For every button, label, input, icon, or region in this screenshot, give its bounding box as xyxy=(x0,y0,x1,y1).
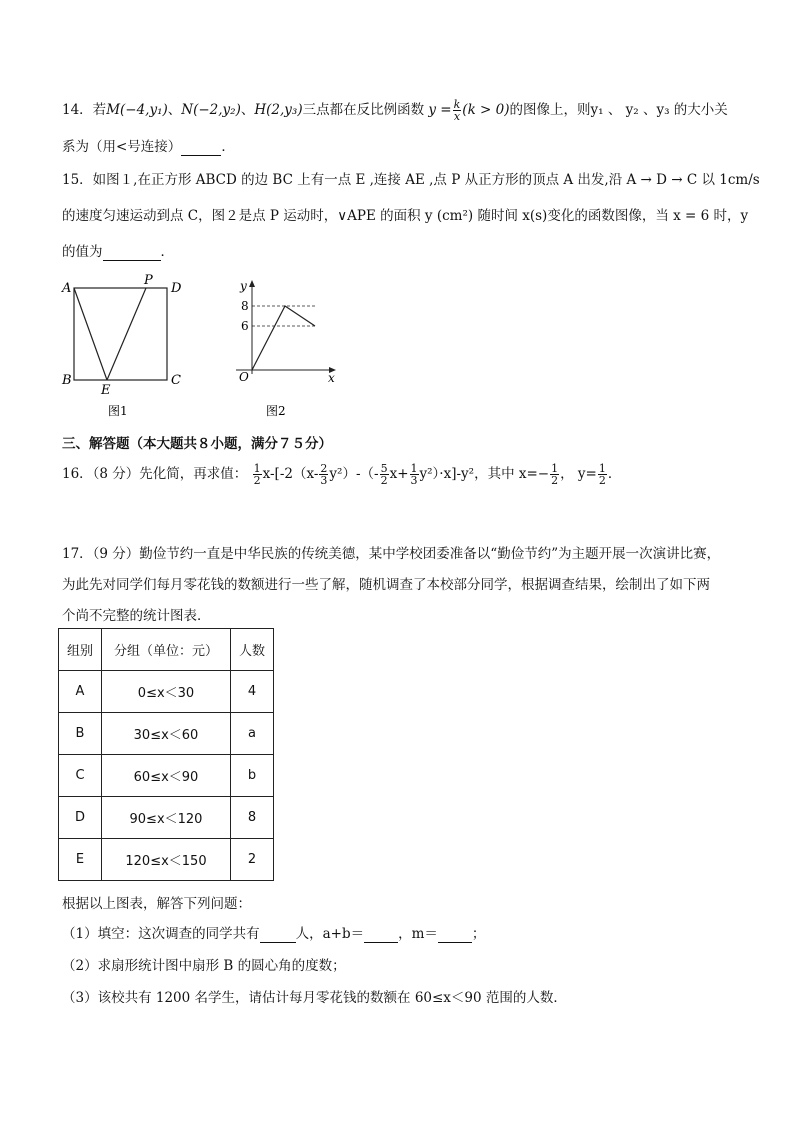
label-d: D xyxy=(171,281,182,296)
table-cell: B xyxy=(59,713,102,755)
table-row xyxy=(59,713,274,755)
figure-1-square xyxy=(58,270,198,420)
frequency-table xyxy=(58,628,274,881)
table-cell: A xyxy=(59,671,102,713)
label-e: E xyxy=(101,383,111,398)
table-cell: 90≤x＜120 xyxy=(102,797,231,839)
axis-label-y: y xyxy=(240,279,247,293)
q17-p1-text: （1）填空：这次调查的同学共有 xyxy=(62,926,260,942)
origin-label: O xyxy=(239,370,249,384)
tick-label-6: 6 xyxy=(241,319,249,333)
q17-line2: 为此先对同学们每月零花钱的数额进行一些了解，随机调查了本校部分同学，根据调查结果，绘制出了如下两 xyxy=(62,577,710,593)
figure-2-caption: 图2 xyxy=(266,404,286,418)
q15-answer-blank[interactable] xyxy=(103,244,161,261)
q16-line xyxy=(62,462,621,486)
q17-total-blank[interactable] xyxy=(260,926,296,943)
q14-line2-text: 系为（用<号连接） xyxy=(62,139,182,155)
q14-function-fraction xyxy=(453,99,462,122)
table-row xyxy=(59,839,274,881)
q14-point-n: N(−2,y₂) xyxy=(181,102,241,118)
table-cell: D xyxy=(59,797,102,839)
q16-term: y²）·x]-y²，其中 x=− xyxy=(419,466,550,482)
q16-term: ， y= xyxy=(560,466,597,482)
q17-part-1 xyxy=(62,922,485,943)
table-cell: 0≤x＜30 xyxy=(102,671,231,713)
table-cell: a xyxy=(231,713,274,755)
label-b: B xyxy=(62,373,72,388)
frac-numerator: 1 xyxy=(551,462,559,475)
label-p: P xyxy=(144,273,153,288)
frac-numerator: 1 xyxy=(410,462,418,475)
q17-part-2: （2）求扇形统计图中扇形 B 的圆心角的度数； xyxy=(62,958,346,974)
fraction-y-value xyxy=(598,463,607,486)
table-cell: E xyxy=(59,839,102,881)
figure-2-graph xyxy=(222,270,352,420)
q16-term: x+ xyxy=(389,466,409,482)
header-group: 组别 xyxy=(59,629,102,671)
frac-numerator: 1 xyxy=(598,462,606,475)
q17-line1: 17．（9 分）勤俭节约一直是中华民族的传统美德，某中学校团委准备以“勤俭节约”为主题开展一次演讲比赛， xyxy=(62,546,721,562)
table-cell: 4 xyxy=(231,671,274,713)
figure-1-caption: 图1 xyxy=(108,404,128,418)
table-cell: 120≤x＜150 xyxy=(102,839,231,881)
y-axis-arrow xyxy=(249,280,255,287)
header-range: 分组（单位：元） xyxy=(102,629,231,671)
frac-denominator: 2 xyxy=(380,474,388,487)
fraction-five-halves xyxy=(380,463,389,486)
q16-term: y²）-（- xyxy=(329,466,379,482)
area-function-graph xyxy=(252,306,315,370)
table-cell: b xyxy=(231,755,274,797)
q17-p1-text: 人，a+b＝ xyxy=(295,926,365,942)
q17-line3: 个尚不完整的统计图表． xyxy=(62,608,211,624)
axis-label-x: x xyxy=(328,371,335,385)
q17-part-3: （3）该校共有 1200 名学生，请估计每月零花钱的数额在 60≤x＜90 范围的人数． xyxy=(62,990,567,1006)
label-a: A xyxy=(62,281,72,296)
q16-prefix: 16．（8 分）先化简，再求值： xyxy=(62,466,248,482)
q17-m-blank[interactable] xyxy=(438,926,472,943)
q14-tail-text: 的图像上，则y₁ 、 y₂ 、y₃ 的大小关 xyxy=(509,102,728,118)
q14-point-m: M(−4,y₁) xyxy=(106,102,168,118)
fraction-x-value xyxy=(550,463,559,486)
frac-numerator: k xyxy=(453,98,461,111)
q14-answer-blank[interactable] xyxy=(181,139,221,156)
q17-after-table: 根据以上图表，解答下列问题： xyxy=(62,896,251,912)
frac-numerator: 2 xyxy=(320,462,328,475)
table-row xyxy=(59,797,274,839)
frac-denominator: x xyxy=(453,110,461,123)
frac-denominator: 3 xyxy=(320,474,328,487)
segment-ae xyxy=(74,288,107,380)
fraction-two-thirds xyxy=(319,463,328,486)
q14-line1 xyxy=(62,98,728,122)
q14-sep: 、 xyxy=(240,102,255,118)
table-cell: 8 xyxy=(231,797,274,839)
label-c: C xyxy=(171,373,181,388)
q14-number: 14．若 xyxy=(62,102,107,118)
frac-denominator: 2 xyxy=(253,474,261,487)
q15-end: ． xyxy=(160,244,174,260)
q17-p1-text: ； xyxy=(471,926,486,942)
square-abcd xyxy=(74,288,167,380)
q16-term: x-[-2（x- xyxy=(262,466,319,482)
table-row xyxy=(59,671,274,713)
tick-label-8: 8 xyxy=(241,299,249,313)
q15-line3-text: 的值为 xyxy=(62,244,103,260)
table-header-row xyxy=(59,629,274,671)
q14-function-cond: (k > 0) xyxy=(462,102,510,118)
q14-end: ． xyxy=(221,139,235,155)
segment-pe xyxy=(107,288,146,380)
frac-denominator: 3 xyxy=(410,474,418,487)
table-row xyxy=(59,755,274,797)
q17-p1-text: ，m＝ xyxy=(398,926,438,942)
table-cell: C xyxy=(59,755,102,797)
table-cell: 2 xyxy=(231,839,274,881)
q15-line3 xyxy=(62,240,174,261)
q17-ab-blank[interactable] xyxy=(364,926,398,943)
q14-sep: 、 xyxy=(167,102,182,118)
q14-point-h: H(2,y₃) xyxy=(254,102,303,118)
frac-denominator: 2 xyxy=(551,474,559,487)
table-cell: 60≤x＜90 xyxy=(102,755,231,797)
fraction-one-third xyxy=(410,463,419,486)
q14-function-lhs: y = xyxy=(428,102,452,118)
q14-line2 xyxy=(62,135,235,156)
q15-line1: 15．如图１,在正方形 ABCD 的边 BC 上有一点 E ,连接 AE ,点 P 从正方形的顶点 A 出发,沿 A → D → C 以 1cm/s xyxy=(62,172,760,188)
q16-term: ． xyxy=(607,466,622,482)
section-3-heading: 三、解答题（本大题共８小题，满分７５分） xyxy=(62,436,332,452)
table-cell: 30≤x＜60 xyxy=(102,713,231,755)
frac-denominator: 2 xyxy=(598,474,606,487)
frac-numerator: 1 xyxy=(253,462,261,475)
q15-line2: 的速度匀速运动到点 C，图２是点 P 运动时，∨APE 的面积 y (cm²) 随时间 x(s)变化的函数图像，当 x = 6 时，y xyxy=(62,208,749,224)
fraction-one-half xyxy=(253,463,262,486)
header-count: 人数 xyxy=(231,629,274,671)
frac-numerator: 5 xyxy=(380,462,388,475)
q14-mid-text: 三点都在反比例函数 xyxy=(302,102,425,118)
